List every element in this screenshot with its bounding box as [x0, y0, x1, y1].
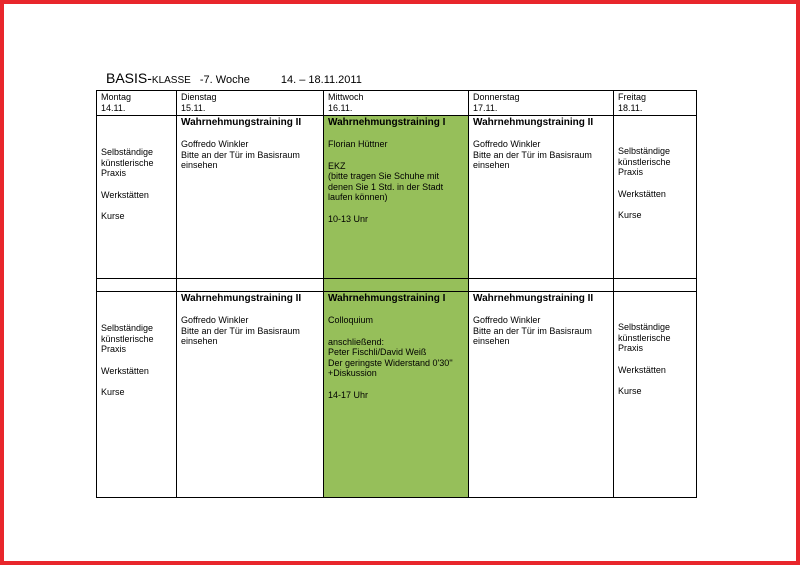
cell-monday-1: Selbständige künstlerische Praxis Werkstätten Kurse [97, 116, 177, 279]
table-row [97, 292, 697, 498]
course-title: Wahrnehmungstraining II [473, 293, 594, 304]
title-klasse: KLASSE [151, 75, 191, 86]
schedule-table [96, 90, 697, 498]
cell-tuesday-2: Wahrnehmungstraining II Goffredo Winkler Bitte an der Tür im Basisraum einsehen [177, 292, 324, 498]
title-basis: BASIS- [106, 70, 152, 86]
day-header-wednesday: Mittwoch 16.11. [324, 91, 469, 116]
day-header-monday: Montag 14.11. [97, 91, 177, 116]
course-title: Wahrnehmungstraining II [181, 293, 302, 304]
spacer-row [97, 279, 697, 292]
cell-wednesday-1: Wahrnehmungstraining I Florian Hüttner EKZ (bitte tragen Sie Schuhe mit denen Sie 1 Std. in der Stadt laufen können) 10-13 Unr [324, 116, 469, 279]
cell-friday-2: Selbständige künstlerische Praxis Werkstätten Kurse [614, 292, 697, 498]
cell-wednesday-2: Wahrnehmungstraining I Colloquium anschließend: Peter Fischli/David Weiß Der geringste Widerstand 0'30'' +Diskussion 14-17 Uhr [324, 292, 469, 498]
course-title: Wahrnehmungstraining II [181, 117, 302, 128]
cell-friday-1: Selbständige künstlerische Praxis Werkstätten Kurse [614, 116, 697, 279]
table-row [97, 116, 697, 279]
cell-thursday-2: Wahrnehmungstraining II Goffredo Winkler Bitte an der Tür im Basisraum einsehen [469, 292, 614, 498]
cell-monday-2: Selbständige künstlerische Praxis Werkstätten Kurse [97, 292, 177, 498]
cell-tuesday-1: Wahrnehmungstraining II Goffredo Winkler Bitte an der Tür im Basisraum einsehen [177, 116, 324, 279]
day-header-tuesday: Dienstag 15.11. [177, 91, 324, 116]
page-title [106, 70, 362, 86]
course-title: Wahrnehmungstraining II [473, 117, 594, 128]
title-week: -7. Woche [199, 74, 250, 86]
day-header-friday: Freitag 18.11. [614, 91, 697, 116]
course-title: Wahrnehmungstraining I [328, 117, 446, 128]
cell-thursday-1: Wahrnehmungstraining II Goffredo Winkler Bitte an der Tür im Basisraum einsehen [469, 116, 614, 279]
day-header-thursday: Donnerstag 17.11. [469, 91, 614, 116]
title-dates: 14. – 18.11.2011 [280, 74, 362, 86]
header-row [97, 91, 697, 116]
course-title: Wahrnehmungstraining I [328, 293, 446, 304]
